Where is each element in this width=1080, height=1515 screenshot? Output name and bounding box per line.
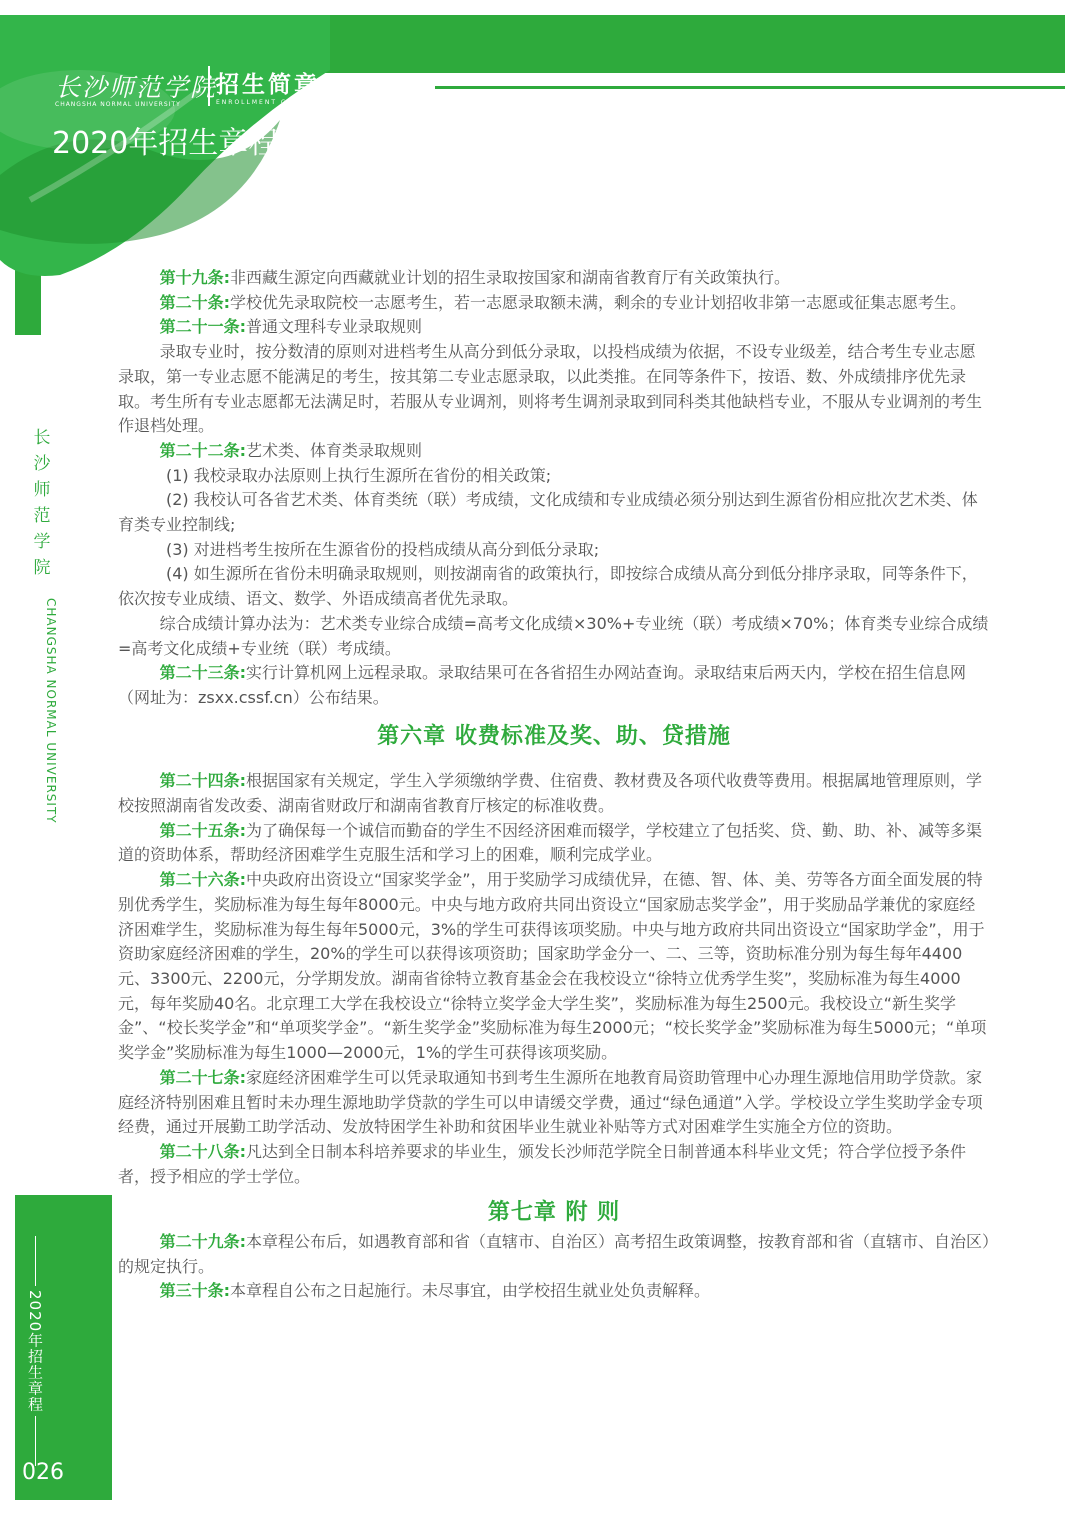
article: [118, 819, 990, 868]
article: [118, 291, 990, 316]
logo-text-cn: 长沙师范学院: [55, 73, 218, 102]
article-label: 第二十七条:: [159, 1067, 246, 1087]
article-text: 凡达到全日制本科培养要求的毕业生，颁发长沙师范学院全日制普通本科毕业文凭；符合学位授予条件者，授予相应的学士学位。: [118, 1141, 967, 1186]
article-label: 第二十三条:: [159, 663, 246, 683]
article-text: 根据国家有关规定，学生入学须缴纳学费、住宿费、教材费及各项代收费等费用。根据属地管理原则，学校按照湖南省发改委、湖南省财政厅和湖南省教育厅核定的标准收费。: [118, 771, 983, 816]
document-body: [118, 266, 990, 1304]
article: [118, 1066, 990, 1140]
list-item: [118, 538, 990, 563]
article-label: 第三十条:: [159, 1281, 230, 1301]
chapter-heading: 第七章 附 则: [487, 1200, 621, 1226]
article-label: 第二十九条:: [159, 1232, 246, 1252]
page-number: 026: [22, 1460, 64, 1485]
article-label: 第二十五条:: [159, 820, 246, 840]
article-label: 第二十二条:: [159, 440, 246, 460]
paragraph-text: 综合成绩计算办法为：艺术类专业综合成绩=高考文化成绩×30%+专业统（联）考成绩×70%；体育类专业综合成绩=高考文化成绩+专业统（联）考成绩。: [118, 613, 989, 658]
list-item: [118, 464, 990, 489]
list-item-text: (3) 对进档考生按所在生源省份的投档成绩从高分到低分录取;: [166, 539, 600, 559]
article: [118, 1230, 990, 1279]
article-label: 第二十一条:: [159, 317, 246, 337]
sidebar-university-name-en: CHANGSHA NORMAL UNIVERSITY: [44, 598, 58, 824]
article-text: 实行计算机网上远程录取。录取结果可在各省招生办网站查询。录取结束后两天内，学校在招生信息网（网址为：zsxx.cssf.cn）公布结果。: [118, 663, 967, 707]
footer-title-text: 2020年招生章程: [26, 1290, 44, 1413]
article: [118, 769, 990, 818]
list-item-text: (2) 我校认可各省艺术类、体育类统（联）考成绩，文化成绩和专业成绩必须分别达到生源省份相应批次艺术类、体育类专业控制线;: [118, 490, 978, 535]
article-text: 学校优先录取院校一志愿考生，若一志愿录取额未满，剩余的专业计划招收非第一志愿或征集志愿考生。: [230, 292, 967, 312]
paragraph: [118, 612, 990, 661]
paragraph: [118, 340, 990, 439]
logo-text-en: CHANGSHA NORMAL UNIVERSITY: [55, 101, 181, 108]
list-item: [118, 488, 990, 537]
article-text: 普通文理科专业录取规则: [246, 317, 423, 337]
list-item-text: (4) 如生源所在省份未明确录取规则，则按湖南省的政策执行，即按综合成绩从高分到低分排序录取，同等条件下，依次按专业成绩、语文、数学、外语成绩高者优先录取。: [118, 564, 978, 609]
article: [118, 266, 990, 291]
article-text: 本章程公布后，如遇教育部和省（直辖市、自治区）高考招生政策调整，按教育部和省（直辖市、自治区）的规定执行。: [118, 1232, 991, 1276]
list-item-text: (1) 我校录取办法原则上执行生源所在省份的相关政策;: [166, 465, 552, 485]
article-text: 艺术类、体育类录取规则: [246, 440, 423, 460]
article-label: 第十九条:: [159, 268, 230, 287]
guide-text-cn: 招生简章: [216, 72, 320, 98]
paragraph-text: 录取专业时，按分数清的原则对进档考生从高分到低分录取，以投档成绩为依据，不设专业级差，结合考生专业志愿录取，第一专业志愿不能满足的考生，按其第二专业志愿录取，以此类推。在同等条件下，按语、数、外成绩排序优先录取。考生所有专业志愿都无法满足时，若服从专业调剂，则将考生调剂录取到同科类其他缺档专业，不服从专业调剂的考生作退档处理。: [118, 342, 983, 436]
university-logo: [55, 68, 217, 108]
article-label: 第二十六条:: [159, 870, 246, 890]
article-label: 第二十条:: [159, 292, 230, 312]
enrollment-guide-mark: [208, 66, 320, 106]
article-text: 非西藏生源定向西藏就业计划的招生录取按国家和湖南省教育厅有关政策执行。: [230, 268, 791, 287]
article-text: 中央政府出资设立“国家奖学金”，用于奖励学习成绩优异，在德、智、体、美、劳等各方面全面发展的特别优秀学生，奖励标准为每生每年8000元。中央与地方政府共同出资设立“国家励志奖学金”，用于奖励品学兼优的家庭经济困难学生，奖励标准为每生每年5000元，3%的学生可获得该项奖励。中央与地方政府共同出资设立“国家助学金”，用于资助家庭经济困难的学生，20%的学生可以获得该项资助；国家助学金分一、二、三等，资助标准分别为每生每年4400元、3300元、2200元，分学期发放。湖南省徐特立教育基金会在我校设立“徐特立优秀学生奖”，奖励标准为每生4000元，每年奖励40名。北京理工大学在我校设立“徐特立奖学金大学生奖”，奖励标准为每生2500元。我校设立“新生奖学金”、“校长奖学金”和“单项奖学金”。“新生奖学金”奖励标准为每生2000元；“校长奖学金”奖励标准为每生5000元；“单项奖学金”奖励标准为每生1000—2000元，1%的学生可获得该项奖励。: [118, 870, 987, 1063]
sidebar-footer-title: [25, 1232, 46, 1470]
sidebar-university-name-cn: 长沙师范学院: [33, 428, 51, 578]
page-title: 2020年招生章程: [52, 126, 279, 161]
article: [118, 1140, 990, 1189]
article: [118, 1279, 990, 1304]
article: [118, 315, 990, 340]
article-text: 为了确保每一个诚信而勤奋的学生不因经济困难而辍学，学校建立了包括奖、贷、勤、助、补、减等多渠道的资助体系，帮助经济困难学生克服生活和学习上的困难，顺利完成学业。: [118, 820, 983, 865]
guide-text-en: ENROLLMENT GUIDE: [216, 99, 311, 106]
list-item: [118, 562, 990, 611]
article-text: 本章程自公布之日起施行。未尽事宜，由学校招生就业处负责解释。: [230, 1281, 711, 1301]
article-label: 第二十八条:: [159, 1141, 246, 1161]
chapter-heading: 第六章 收费标准及奖、助、贷措施: [377, 723, 731, 749]
header-rule: [435, 86, 1065, 89]
article: [118, 868, 990, 1066]
article-label: 第二十四条:: [159, 771, 246, 791]
article: [118, 661, 990, 710]
article-text: 家庭经济困难学生可以凭录取通知书到考生生源所在地教育局资助管理中心办理生源地信用助学贷款。家庭经济特别困难且暂时未办理生源地助学贷款的学生可以申请缓交学费，通过“绿色通道”入学。学校设立学生奖助学金专项经费，通过开展勤工助学活动、发放特困学生补助和贫困毕业生就业补贴等方式对困难学生实施全方位的资助。: [118, 1067, 983, 1137]
article: [118, 439, 990, 464]
